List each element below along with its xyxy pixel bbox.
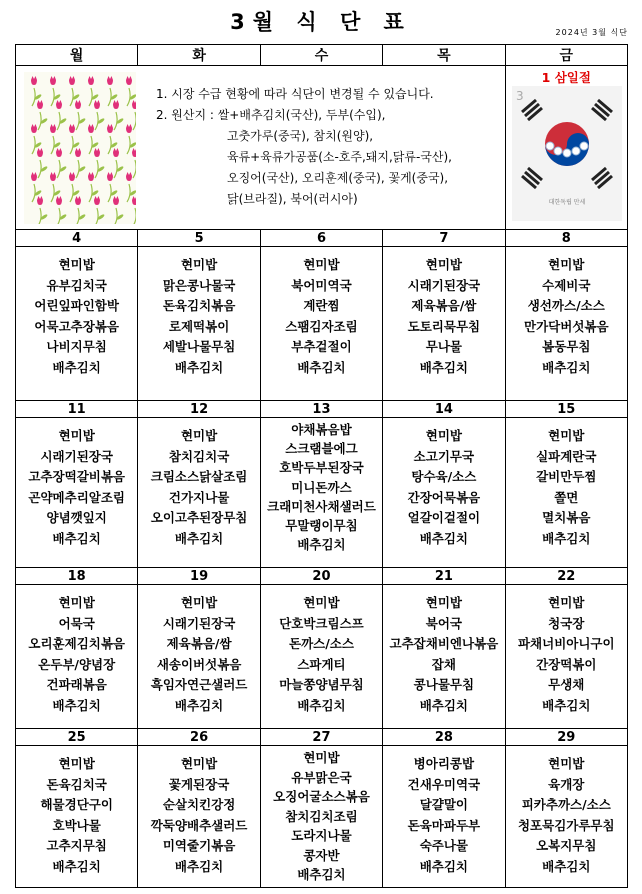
menu-item: 야채볶음밥 xyxy=(291,422,352,437)
menu-item: 현미밥 xyxy=(548,595,585,610)
menu-item: 배추김치 xyxy=(542,530,591,546)
menu-item: 배추김치 xyxy=(174,359,224,375)
weekday-fri: 금 xyxy=(505,45,627,66)
menu-cell-wed xyxy=(260,746,382,888)
menu-item: 양념깻잎지 xyxy=(46,510,107,525)
date-cell-mon: 4 xyxy=(16,230,138,247)
menu-item: 배추김치 xyxy=(297,537,346,553)
menu-row xyxy=(16,418,628,568)
date-cell-wed: 13 xyxy=(260,401,382,418)
date-row xyxy=(16,729,628,746)
menu-item: 세발나물무침 xyxy=(162,339,236,354)
menu-row xyxy=(16,247,628,401)
menu-cell-thu xyxy=(383,746,505,888)
weekday-wed: 수 xyxy=(260,45,382,66)
menu-item: 북어국 xyxy=(425,615,462,631)
menu-item: 배추김치 xyxy=(174,530,224,546)
menu-item: 배추김치 xyxy=(174,697,224,713)
menu-item: 크림소스닭살조림 xyxy=(150,469,248,484)
date-cell-thu: 14 xyxy=(383,401,505,418)
menu-item: 건파래볶음 xyxy=(46,677,107,692)
date-cell-thu: 21 xyxy=(383,568,505,585)
menu-cell-wed xyxy=(260,585,382,729)
menu-item: 얼갈이겉절이 xyxy=(407,510,481,525)
menu-item: 현미밥 xyxy=(548,428,585,443)
weekday-mon: 월 xyxy=(16,45,138,66)
menu-item: 멸치볶음 xyxy=(542,510,591,525)
menu-item: 현미밥 xyxy=(58,595,95,610)
date-cell-fri: 29 xyxy=(505,729,627,746)
menu-item: 현미밥 xyxy=(425,257,462,272)
menu-item: 배추김치 xyxy=(174,858,224,874)
menu-item: 만가닥버섯볶음 xyxy=(524,318,609,334)
menu-item: 병아리콩밥 xyxy=(413,756,475,771)
menu-item: 시래기된장국 xyxy=(162,615,236,631)
menu-item: 참치김치국 xyxy=(168,448,230,464)
menu-item: 부추겉절이 xyxy=(291,339,352,354)
menu-item: 쫄면 xyxy=(554,489,579,505)
menu-cell-mon xyxy=(16,585,138,729)
menu-cell-mon xyxy=(16,418,138,568)
menu-item: 참치김치조림 xyxy=(285,808,358,824)
date-cell-mon: 11 xyxy=(16,401,138,418)
date-cell-wed: 6 xyxy=(260,230,382,247)
menu-item: 배추김치 xyxy=(419,858,469,874)
menu-cell-tue xyxy=(138,585,260,729)
menu-item: 현미밥 xyxy=(58,756,95,771)
menu-item: 어묵국 xyxy=(58,615,95,631)
menu-item: 피카추까스/소스 xyxy=(521,797,611,812)
menu-item: 배추김치 xyxy=(419,359,469,375)
menu-item: 현미밥 xyxy=(180,595,218,610)
menu-row xyxy=(16,585,628,729)
menu-item: 배추김치 xyxy=(52,530,101,546)
menu-item: 유부김치국 xyxy=(46,277,107,293)
menu-item: 온두부/양념장 xyxy=(38,656,116,672)
menu-item: 미니돈까스 xyxy=(291,479,352,495)
weekday-header-row xyxy=(16,45,628,66)
menu-item: 북어미역국 xyxy=(291,277,352,293)
menu-cell-mon xyxy=(16,247,138,401)
menu-cell-tue xyxy=(138,418,260,568)
date-cell-tue: 19 xyxy=(138,568,260,585)
menu-item: 봄동무침 xyxy=(542,339,591,354)
menu-item: 현미밥 xyxy=(58,428,95,443)
note-line-5: 오징어(국산), 오리훈제(중국), 꽃게(중국), xyxy=(227,171,449,185)
menu-item: 현미밥 xyxy=(180,428,218,443)
holiday-label: 1 삼일절 xyxy=(541,70,591,85)
menu-item: 순살치킨강정 xyxy=(162,797,236,812)
menu-item: 스크램블에그 xyxy=(285,441,358,457)
menu-row xyxy=(16,746,628,888)
menu-item: 로제떡볶이 xyxy=(168,318,230,334)
meal-table xyxy=(15,44,628,888)
menu-item: 무나물 xyxy=(425,339,462,354)
menu-item: 배추김치 xyxy=(419,530,469,546)
menu-item: 해물경단구이 xyxy=(40,797,113,812)
page-title: 3월 식 단 표 xyxy=(230,10,412,34)
menu-item: 돈까스/소스 xyxy=(289,636,354,651)
menu-item: 무말랭이무침 xyxy=(285,518,358,534)
menu-item: 간장떡볶이 xyxy=(536,656,597,672)
menu-cell-fri xyxy=(505,247,627,401)
menu-item: 시래기된장국 xyxy=(407,277,481,293)
menu-item: 마늘쫑양념무침 xyxy=(279,677,364,692)
menu-item: 고추지무침 xyxy=(46,838,107,853)
menu-item: 오이고추된장무침 xyxy=(150,510,248,525)
menu-item: 현미밥 xyxy=(58,257,95,272)
menu-item: 현미밥 xyxy=(180,257,218,272)
notes-cell xyxy=(16,66,506,230)
menu-item: 도라지나물 xyxy=(291,828,352,843)
menu-item: 호박두부된장국 xyxy=(279,460,364,476)
weekday-thu: 목 xyxy=(383,45,505,66)
menu-item: 고추장떡갈비볶음 xyxy=(28,469,125,484)
menu-item: 현미밥 xyxy=(548,257,585,272)
menu-item: 무생채 xyxy=(548,677,585,692)
date-cell-thu: 7 xyxy=(383,230,505,247)
date-cell-fri: 8 xyxy=(505,230,627,247)
menu-item: 곤약메추리알조림 xyxy=(28,489,125,505)
menu-item: 잡채 xyxy=(431,656,456,672)
menu-item: 생선까스/소스 xyxy=(527,298,605,313)
menu-item: 소고기무국 xyxy=(413,448,475,464)
menu-item: 배추김치 xyxy=(297,867,346,882)
menu-item: 수제비국 xyxy=(542,277,591,293)
menu-item: 콩나물무침 xyxy=(413,677,475,692)
menu-item: 단호박크림스프 xyxy=(279,615,364,631)
menu-cell-fri xyxy=(505,418,627,568)
menu-item: 돈육김치볶음 xyxy=(162,298,236,313)
menu-item: 맑은콩나물국 xyxy=(162,277,236,293)
taegukgi-image xyxy=(512,86,622,221)
menu-item: 달걀말이 xyxy=(419,797,469,812)
menu-item: 스팸김자조림 xyxy=(285,318,358,334)
menu-cell-thu xyxy=(383,247,505,401)
date-cell-tue: 12 xyxy=(138,401,260,418)
menu-item: 배추김치 xyxy=(52,858,101,874)
menu-item: 돈육김치국 xyxy=(46,776,107,792)
date-cell-fri: 22 xyxy=(505,568,627,585)
note-line-1: 1. 시장 수급 현황에 따라 식단이 변경될 수 있습니다. xyxy=(156,87,434,101)
menu-item: 스파게티 xyxy=(297,656,346,672)
date-note: 2024년 3월 식단 xyxy=(555,28,628,37)
menu-item: 유부맑은국 xyxy=(291,769,352,785)
menu-item: 배추김치 xyxy=(542,359,591,375)
menu-item: 계란찜 xyxy=(303,298,340,313)
menu-item: 배추김치 xyxy=(542,858,591,874)
menu-cell-tue xyxy=(138,746,260,888)
menu-item: 현미밥 xyxy=(180,756,218,771)
note-line-3: 고춧가루(중국), 참치(원양), xyxy=(227,129,374,143)
menu-item: 깍둑양배추샐러드 xyxy=(150,817,248,833)
menu-item: 탕수육/소스 xyxy=(411,469,477,484)
menu-item: 나비지무침 xyxy=(46,339,107,354)
holiday-cell xyxy=(505,66,627,230)
note-line-6: 닭(브라질), 북어(러시아) xyxy=(227,192,358,206)
menu-item: 갈비만두찜 xyxy=(536,469,597,484)
menu-item: 청포묵김가루무침 xyxy=(517,817,615,833)
menu-cell-tue xyxy=(138,247,260,401)
date-cell-thu: 28 xyxy=(383,729,505,746)
menu-item: 건새우미역국 xyxy=(407,776,481,792)
image-caption: 대한독립 만세 xyxy=(548,199,585,206)
menu-item: 제육볶음/쌈 xyxy=(166,636,232,651)
menu-item: 오리훈제김치볶음 xyxy=(28,636,125,651)
menu-item: 현미밥 xyxy=(548,756,585,771)
image-number: 3 xyxy=(515,89,524,103)
menu-item: 간장어묵볶음 xyxy=(407,489,481,505)
date-cell-mon: 25 xyxy=(16,729,138,746)
menu-item: 호박나물 xyxy=(52,817,101,833)
info-row xyxy=(16,66,628,230)
date-cell-fri: 15 xyxy=(505,401,627,418)
note-line-2: 2. 원산지 : 쌀+배추김치(국산), 두부(수입), xyxy=(156,108,386,122)
menu-item: 새송이버섯볶음 xyxy=(156,656,242,672)
menu-item: 배추김치 xyxy=(297,359,346,375)
menu-item: 배추김치 xyxy=(52,697,101,713)
notes-block xyxy=(40,84,452,210)
menu-cell-wed xyxy=(260,247,382,401)
menu-cell-fri xyxy=(505,585,627,729)
date-row xyxy=(16,230,628,247)
menu-item: 고추잡채비엔나볶음 xyxy=(389,636,499,651)
menu-item: 숙주나물 xyxy=(419,838,469,853)
menu-item: 현미밥 xyxy=(425,428,462,443)
date-cell-tue: 5 xyxy=(138,230,260,247)
menu-item: 크래미천사채샐러드 xyxy=(267,498,376,514)
menu-item: 돈육마파두부 xyxy=(407,817,481,833)
date-cell-wed: 27 xyxy=(260,729,382,746)
date-row xyxy=(16,401,628,418)
menu-item: 현미밥 xyxy=(303,750,340,765)
menu-item: 실파계란국 xyxy=(536,448,597,464)
menu-item: 오징어굴소스볶음 xyxy=(273,789,370,804)
menu-item: 도토리묵무침 xyxy=(407,318,481,334)
menu-cell-wed xyxy=(260,418,382,568)
menu-item: 배추김치 xyxy=(419,697,469,713)
menu-item: 현미밥 xyxy=(425,595,462,610)
menu-cell-fri xyxy=(505,746,627,888)
date-cell-mon: 18 xyxy=(16,568,138,585)
menu-item: 어묵고추장볶음 xyxy=(34,318,119,334)
note-line-4: 육류+육류가공품(소-호주,돼지,닭류-국산), xyxy=(227,150,452,164)
menu-cell-thu xyxy=(383,418,505,568)
menu-item: 콩자반 xyxy=(303,847,340,863)
menu-item: 시래기된장국 xyxy=(40,448,113,464)
menu-item: 파채너비아니구이 xyxy=(517,636,615,651)
menu-item: 배추김치 xyxy=(297,697,346,713)
menu-item: 어린잎파인함박 xyxy=(34,298,119,313)
menu-item: 건가지나물 xyxy=(168,489,230,505)
menu-item: 배추김치 xyxy=(52,359,101,375)
menu-item: 현미밥 xyxy=(303,257,340,272)
menu-item: 미역줄기볶음 xyxy=(162,838,236,853)
menu-item: 꽃게된장국 xyxy=(168,776,230,792)
menu-item: 흑임자연근샐러드 xyxy=(150,677,248,692)
date-cell-tue: 26 xyxy=(138,729,260,746)
date-cell-wed: 20 xyxy=(260,568,382,585)
menu-item: 육개장 xyxy=(548,776,585,792)
menu-cell-mon xyxy=(16,746,138,888)
menu-item: 제육볶음/쌈 xyxy=(411,298,477,313)
menu-item: 배추김치 xyxy=(542,697,591,713)
menu-cell-thu xyxy=(383,585,505,729)
menu-item: 현미밥 xyxy=(303,595,340,610)
menu-item: 오복지무침 xyxy=(536,838,597,853)
menu-item: 청국장 xyxy=(548,615,585,631)
date-row xyxy=(16,568,628,585)
weekday-tue: 화 xyxy=(138,45,260,66)
